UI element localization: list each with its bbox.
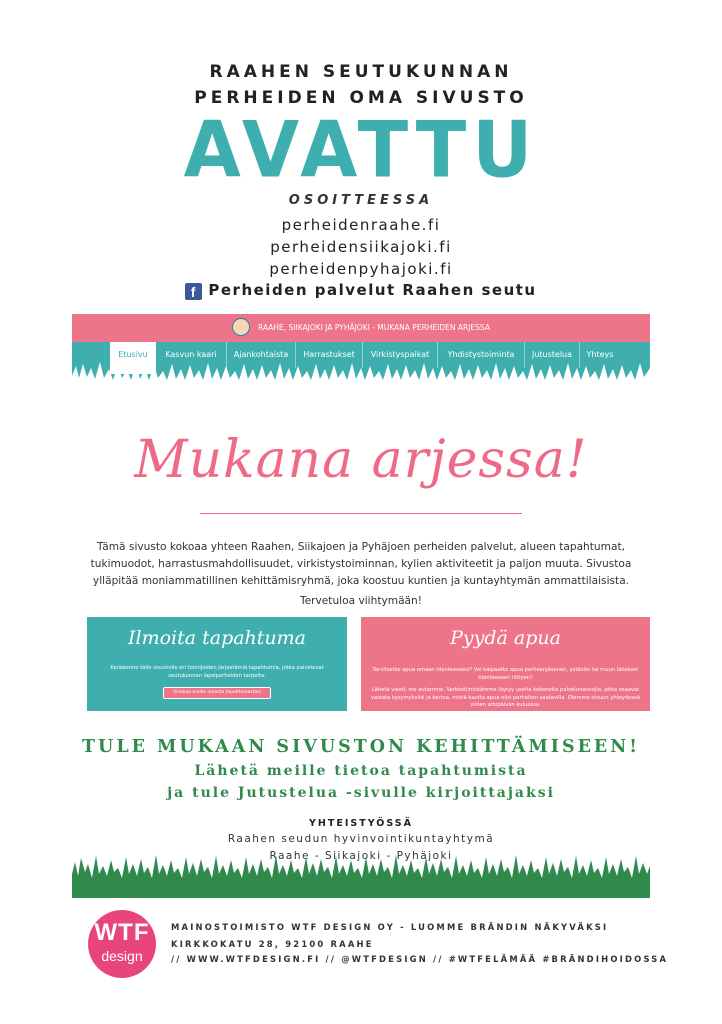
footer-line-1: MAINOSTOIMISTO WTF DESIGN OY - LUOMME BRÄNDIN NÄKYVÄKSI	[171, 922, 609, 932]
site-banner-text: RAAHE, SIIKAJOKI JA PYHÄJOKI - MUKANA PERHEIDEN ARJESSA	[258, 323, 490, 332]
card-ask-help-text-1: Tarvitsetko apua omaan tilanteeseesi? Voi kaipaatko apua perheenjäsenen, ystävän tai muun läheisen tilanteeseen liittyen?	[372, 667, 639, 681]
nav-item-yhteys[interactable]: Yhteys	[586, 350, 614, 359]
nav-item-kasvun-kaari[interactable]: Kasvun kaari	[165, 350, 217, 359]
cooperation-line-2: Raahe - Siikajoki - Pyhäjoki	[269, 850, 453, 862]
title-underline	[200, 513, 522, 514]
welcome-text: Tervetuloa viihtymään!	[299, 595, 423, 607]
url-siikajoki-link[interactable]: perheidensiikajoki.fi	[270, 238, 452, 256]
cooperation-line-1: Raahen seudun hyvinvointikuntayhtymä	[227, 833, 495, 845]
report-event-button[interactable]: Vinkkaa meille omasta tapahtumastasi	[163, 687, 271, 699]
smiley-logo-icon	[232, 318, 250, 336]
nav-item-etusivu[interactable]: Etusivu	[118, 350, 148, 359]
nav-item-ajankohtaista[interactable]: Ajankohtaista	[233, 350, 289, 359]
nav-item-virkistyspaikat[interactable]: Virkistyspaikat	[370, 350, 430, 359]
nav-item-yhdistystoiminta[interactable]: Yhdistystoiminta	[447, 350, 515, 359]
script-title: Mukana arjessa!	[134, 430, 588, 490]
nav-item-harrastukset[interactable]: Harrastukset	[303, 350, 355, 359]
url-pyhajoki-link[interactable]: perheidenpyhajoki.fi	[269, 260, 453, 278]
card-report-event	[87, 617, 347, 711]
cta-heading: TULE MUKAAN SIVUSTON KEHITTÄMISEEN!	[82, 737, 640, 757]
card-ask-help	[361, 617, 650, 711]
address-label: OSOITTEESSA	[288, 193, 434, 208]
url-raahe-link[interactable]: perheidenraahe.fi	[281, 216, 441, 234]
facebook-icon: f	[185, 283, 202, 300]
card-report-event-text: Keräämme tälle sivustolle eri toimijoiden järjestämiä tapahtumia, jotka palvelevat seutukunnan lapsiperheiden tarpeita.	[110, 665, 324, 679]
nav-item-jutustelua[interactable]: Jutustelua	[531, 350, 573, 359]
footer-line-2: KIRKKOKATU 28, 92100 RAAHE	[171, 939, 374, 949]
card-report-event-title: Ilmoita tapahtuma	[127, 627, 307, 649]
footer-line-3: // WWW.WTFDESIGN.FI // @WTFDESIGN // #WTFELÄMÄÄ #BRÄNDIHOIDOSSA	[171, 954, 669, 964]
wtf-design-logo	[88, 910, 156, 978]
kicker-line-1: RAAHEN SEUTUKUNNAN	[209, 62, 513, 82]
hero-heading: AVATTU	[183, 104, 539, 196]
cta-line-2: ja tule Jutustelua -sivulle kirjoittajaksi	[167, 785, 555, 801]
intro-paragraph: Tämä sivusto kokoaa yhteen Raahen, Siikajoen ja Pyhäjoen perheiden palvelut, alueen tapahtumat, tukimuodot, harrastusmahdollisuudet, virkistystoiminnan, kylien aktiviteetit ja paljon muuta. Sivustoa ylläpitää moniammatillinen kehittämisryhmä, joka koostuu kuntien ja kuntayhtymän ammattilaisista.	[90, 541, 632, 587]
card-ask-help-title: Pyydä apua	[450, 627, 561, 649]
kicker-line-2: PERHEIDEN OMA SIVUSTO	[194, 88, 528, 108]
grass-decoration	[72, 854, 650, 898]
cooperation-heading: YHTEISTYÖSSÄ	[309, 818, 413, 829]
facebook-row[interactable]	[0, 281, 722, 300]
card-ask-help-text-2: Lähetä viesti, me autamme. Verkkotiimistämme löytyy useita kokeneita palveluneuvojia, jotka osaavat vastata kysymyksiisi ja kertoa, mistä kautta apua olisi parhaiten saatavilla. Olemme sinuun yhteydessä viiden arkipäivän kuluessa.	[370, 687, 641, 708]
logo-wtf-text: WTF	[94, 919, 150, 946]
cta-line-1: Lähetä meille tietoa tapahtumista	[194, 763, 528, 779]
site-grass-decoration	[72, 360, 650, 386]
site-banner	[72, 314, 650, 342]
facebook-label: Perheiden palvelut Raahen seutu	[208, 281, 537, 299]
logo-design-text: design	[101, 948, 143, 964]
